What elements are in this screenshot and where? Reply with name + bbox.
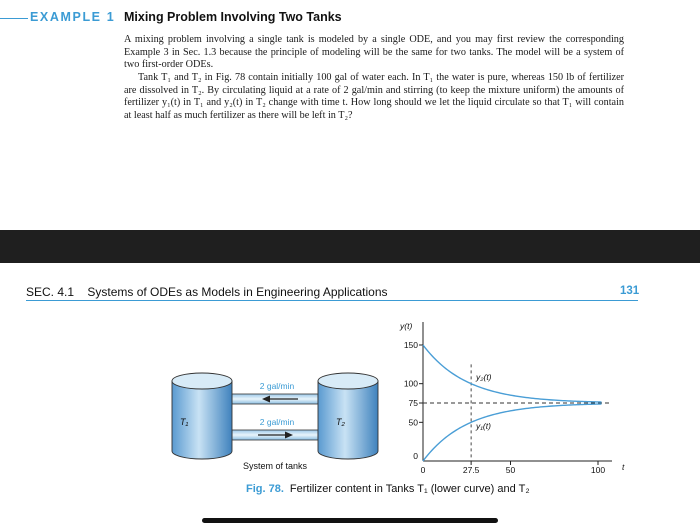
figure-number: Fig. 78. <box>246 483 284 495</box>
example-title: Mixing Problem Involving Two Tanks <box>124 10 342 24</box>
y-tick-label-3: 50 <box>408 417 418 428</box>
tank-2 <box>318 373 378 459</box>
y-tick-label-4: 0 <box>413 451 418 461</box>
pipe-top-label: 2 gal/min <box>259 381 295 391</box>
tanks-caption: System of tanks <box>243 461 308 471</box>
pipe-top <box>232 394 318 404</box>
home-indicator[interactable] <box>202 518 498 523</box>
tank-1 <box>172 373 232 459</box>
example-paragraph-2: Tank T₁ and T₂ in Fig. 78 contain initially 100 gal of water each. In T₁ the water is pure, whereas 150 lb of fertilizer are dissolved in T₂. By circulating liquid at a rate of 2 gal/min and stirring (to keep the mixture uniform) the amounts of fertilizer y₁(t) in T₁ and y₂(t) in T₂ change with time t. How long should we let the liquid circulate so that T₁ will contain at least half as much fertilizer as there will be left in T₂? <box>124 72 624 121</box>
page-number: 131 <box>620 285 640 297</box>
section-title: Systems of ODEs as Models in Engineering Applications <box>87 285 388 299</box>
series-y2-label: y₂(t) <box>476 372 492 382</box>
pipe-bottom <box>232 430 318 440</box>
series-y1-label: y₁(t) <box>476 421 491 431</box>
fertilizer-chart <box>399 321 625 475</box>
figure-caption-text: Fertilizer content in Tanks T₁ (lower curve) and T₂ <box>289 483 530 495</box>
x-tick-label-3: 100 <box>590 465 606 475</box>
example-region <box>0 0 700 230</box>
tank-1-label: T₁ <box>180 417 189 427</box>
pipe-bottom-label: 2 gal/min <box>259 417 295 427</box>
y-tick-label-0: 150 <box>403 340 418 350</box>
x-tick-label-2: 50 <box>505 465 516 475</box>
example-label: EXAMPLE 1 <box>30 10 116 24</box>
example-paragraph-1: A mixing problem involving a single tank is modeled by a single ODE, and you may first review the corresponding Example 3 in Sec. 1.3 because the principle of modeling will be the same for two tanks. The model will be a system of two first-order ODEs. <box>124 34 624 71</box>
section-number: SEC. 4.1 <box>26 285 75 299</box>
next-page <box>0 263 700 529</box>
series-line-y1 <box>423 404 602 461</box>
x-tick-label-1: 27.5 <box>462 465 480 475</box>
series-line-y2 <box>423 345 602 402</box>
page-divider <box>0 230 700 263</box>
y-axis-label: y(t) <box>400 321 413 331</box>
y-tick-label-2: 75 <box>408 398 418 408</box>
tank-2-label: T₂ <box>336 417 345 427</box>
figure-caption <box>246 483 530 495</box>
x-tick-label-0: 0 <box>420 465 426 475</box>
example-rule <box>0 18 28 19</box>
y-tick-label-1: 100 <box>403 378 418 389</box>
x-axis-label: t <box>622 462 625 472</box>
